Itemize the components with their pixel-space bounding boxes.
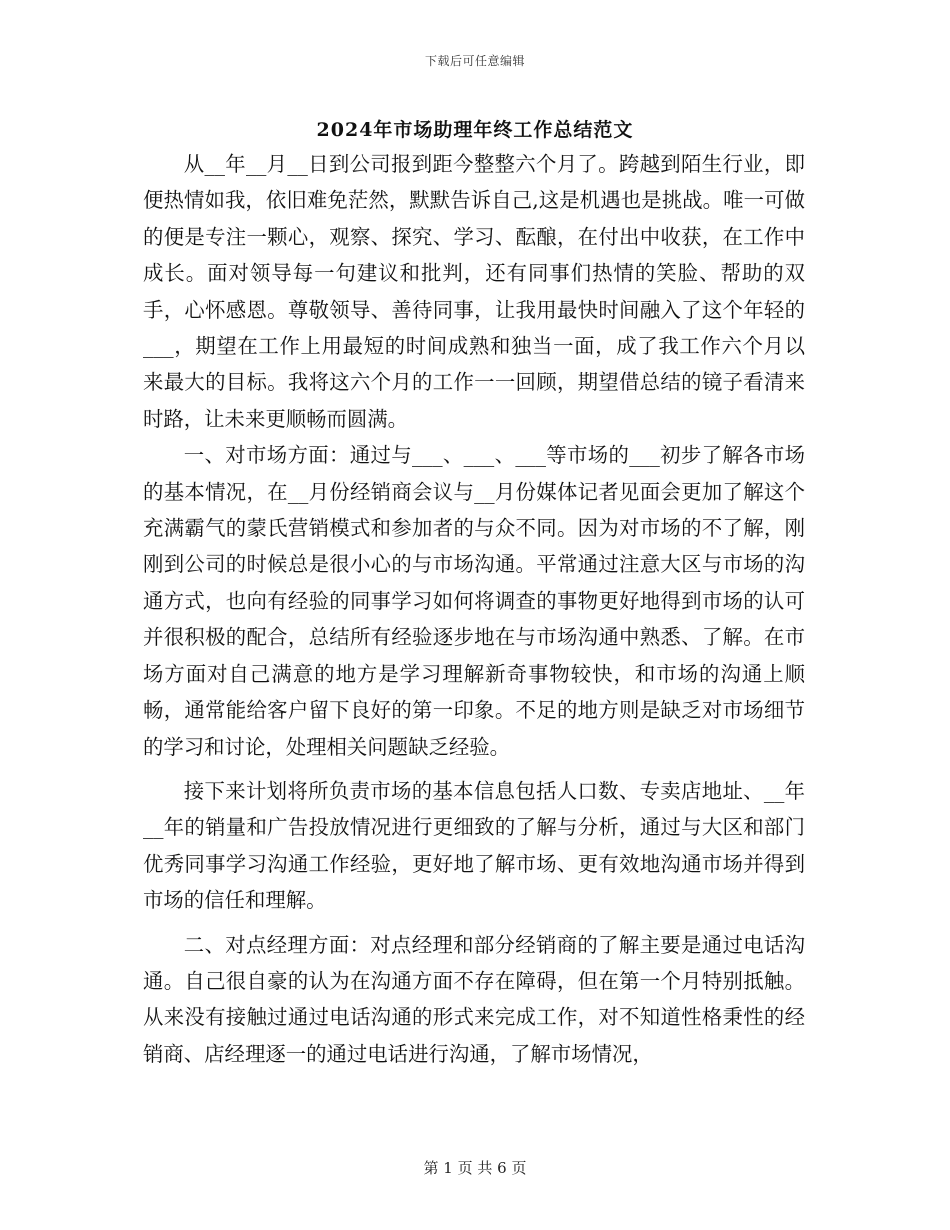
paragraph-market: 一、对市场方面：通过与___、___、___等市场的___初步了解各市场的基本情况，在__月份经销商会议与__月份媒体记者见面会更加了解这个充满霸气的蒙氏营销模式和参加者的与众不同。因为对市场的不了解，刚刚到公司的时候总是很小心的与市场沟通。平常通过注意大区与市场的沟通方式，也向有经验的同事学习如何将调查的事物更好地得到市场的认可并很积极的配合，总结所有经验逐步地在与市场沟通中熟悉、了解。在市场方面对自己满意的地方是学习理解新奇事物较快，和市场的沟通上顺畅，通常能给客户留下良好的第一印象。不足的地方则是缺乏对市场细节的学习和讨论，处理相关问题缺乏经验。 [143,443,805,759]
paragraph-intro: 从__年__月__日到公司报到距今整整六个月了。跨越到陌生行业，即便热情如我，依旧难免茫然，默默告诉自己,这是机遇也是挑战。唯一可做的便是专注一颗心，观察、探究、学习、酝酿，在付出中收获，在工作中成长。面对领导每一句建议和批判，还有同事们热情的笑脸、帮助的双手，心怀感恩。尊敬领导、善待同事，让我用最快时间融入了这个年轻的___，期望在工作上用最短的时间成熟和独当一面，成了我工作六个月以来最大的目标。我将这六个月的工作一一回顾，期望借总结的镜子看清来时路，让未来更顺畅而圆满。 [143,152,805,431]
page-header-note: 下载后可任意编辑 [424,54,525,68]
paragraph-market-plan: 接下来计划将所负责市场的基本信息包括人口数、专卖店地址、__年__年的销量和广告投放情况进行更细致的了解与分析，通过与大区和部门优秀同事学习沟通工作经验，更好地了解市场、更有效地沟通市场并得到市场的信任和理解。 [143,778,805,913]
page-number: 第 1 页 共 6 页 [423,1159,527,1177]
paragraph-store-manager: 二、对点经理方面：对点经理和部分经销商的了解主要是通过电话沟通。自己很自豪的认为在沟通方面不存在障碍，但在第一个月特别抵触。从来没有接触过通过电话沟通的形式来完成工作，对不知道性格秉性的经销商、店经理逐一的通过电话进行沟通，了解市场情况， [143,932,805,1066]
document-title: 2024年市场助理年终工作总结范文 [316,119,634,141]
document-body [143,146,805,1072]
